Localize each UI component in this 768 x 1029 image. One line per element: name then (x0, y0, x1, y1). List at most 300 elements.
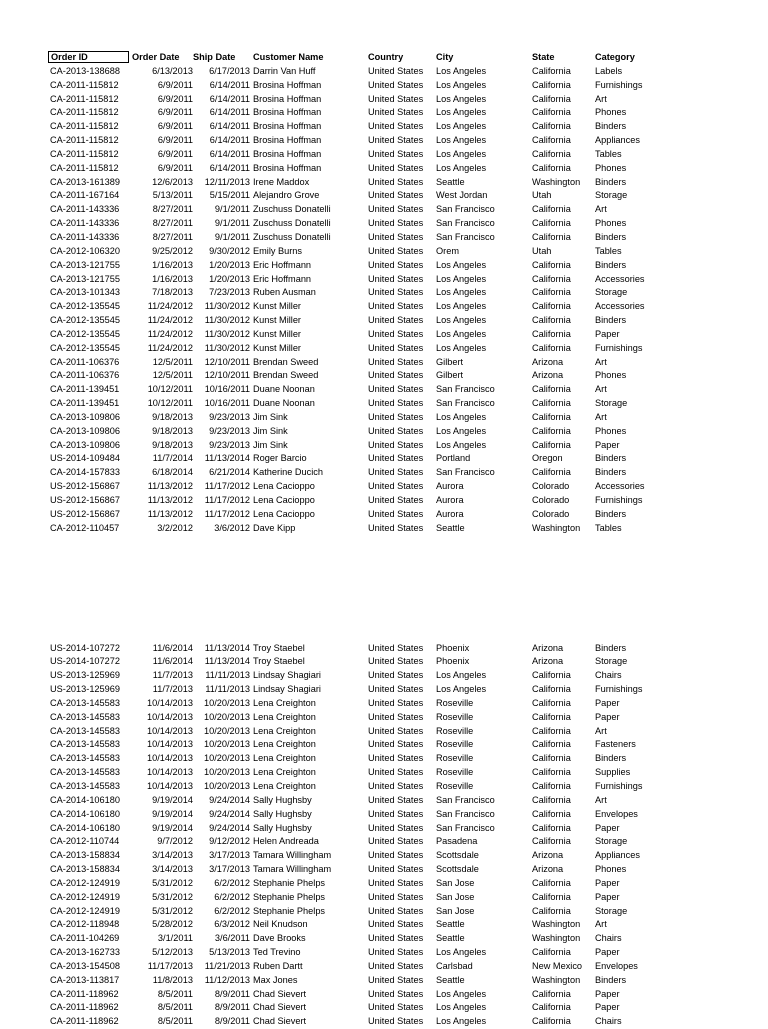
city-cell[interactable]: Los Angeles (436, 107, 487, 118)
category-cell[interactable]: Chairs (595, 670, 622, 681)
customer-name-cell[interactable]: Dave Kipp (253, 522, 296, 533)
category-cell[interactable]: Art (595, 794, 607, 805)
state-cell[interactable]: Washington (532, 522, 581, 533)
ship-date-cell[interactable]: 9/24/2014 (209, 822, 250, 833)
customer-name-cell[interactable]: Troy Staebel (253, 642, 305, 653)
order-id-cell[interactable]: CA-2011-118962 (50, 1016, 119, 1027)
category-cell[interactable]: Paper (595, 822, 620, 833)
order-date-cell[interactable]: 3/2/2012 (157, 522, 193, 533)
country-cell[interactable]: United States (368, 162, 424, 173)
country-cell[interactable]: United States (368, 988, 424, 999)
order-id-cell[interactable]: CA-2013-121755 (50, 259, 120, 270)
city-cell[interactable]: Los Angeles (436, 65, 487, 76)
order-date-cell[interactable]: 5/12/2013 (152, 947, 193, 958)
state-cell[interactable]: Colorado (532, 508, 570, 519)
customer-name-cell[interactable]: Chad Sievert (253, 1002, 307, 1013)
order-date-cell[interactable]: 5/28/2012 (152, 919, 193, 930)
order-id-cell[interactable]: CA-2013-145583 (50, 697, 120, 708)
country-cell[interactable]: United States (368, 642, 424, 653)
city-cell[interactable]: Los Angeles (436, 684, 487, 695)
customer-name-cell[interactable]: Lena Cacioppo (253, 481, 315, 492)
ship-date-cell[interactable]: 11/11/2013 (205, 670, 250, 681)
country-cell[interactable]: United States (368, 93, 424, 104)
country-cell[interactable]: United States (368, 315, 424, 326)
country-cell[interactable]: United States (368, 245, 424, 256)
country-cell[interactable]: United States (368, 259, 424, 270)
country-cell[interactable]: United States (368, 231, 424, 242)
order-id-cell[interactable]: CA-2014-106180 (50, 808, 120, 819)
country-cell[interactable]: United States (368, 739, 424, 750)
city-cell[interactable]: Portland (436, 453, 471, 464)
state-cell[interactable]: California (532, 287, 571, 298)
customer-name-cell[interactable]: Kunst Miller (253, 342, 301, 353)
order-date-cell[interactable]: 8/5/2011 (157, 1002, 193, 1013)
order-date-cell[interactable]: 10/14/2013 (147, 697, 193, 708)
customer-name-cell[interactable]: Zuschuss Donatelli (253, 218, 331, 229)
order-id-cell[interactable]: US-2012-156867 (50, 481, 120, 492)
country-cell[interactable]: United States (368, 891, 424, 902)
order-id-cell[interactable]: CA-2013-162733 (50, 947, 120, 958)
customer-name-cell[interactable]: Stephanie Phelps (253, 905, 326, 916)
ship-date-cell[interactable]: 10/20/2013 (204, 780, 250, 791)
customer-name-cell[interactable]: Brosina Hoffman (253, 148, 322, 159)
country-cell[interactable]: United States (368, 301, 424, 312)
order-id-cell[interactable]: CA-2013-109806 (50, 411, 120, 422)
city-cell[interactable]: Los Angeles (436, 670, 487, 681)
city-cell[interactable]: Los Angeles (436, 1002, 487, 1013)
country-cell[interactable]: United States (368, 808, 424, 819)
ship-date-cell[interactable]: 8/9/2011 (214, 1016, 250, 1027)
state-cell[interactable]: Arizona (532, 642, 564, 653)
order-id-cell[interactable]: CA-2013-109806 (50, 425, 120, 436)
category-cell[interactable]: Paper (595, 697, 620, 708)
order-date-cell[interactable]: 9/19/2014 (152, 808, 193, 819)
country-cell[interactable]: United States (368, 190, 424, 201)
city-cell[interactable]: Los Angeles (436, 947, 487, 958)
state-cell[interactable]: California (532, 93, 571, 104)
order-date-cell[interactable]: 9/19/2014 (152, 794, 193, 805)
city-cell[interactable]: Los Angeles (436, 328, 487, 339)
city-cell[interactable]: San Francisco (436, 231, 495, 242)
order-id-cell[interactable]: CA-2013-121755 (50, 273, 120, 284)
city-cell[interactable]: San Francisco (436, 794, 495, 805)
city-cell[interactable]: Los Angeles (436, 273, 487, 284)
country-cell[interactable]: United States (368, 877, 424, 888)
state-cell[interactable]: California (532, 684, 571, 695)
category-cell[interactable]: Paper (595, 947, 620, 958)
ship-date-cell[interactable]: 1/20/2013 (209, 273, 250, 284)
category-cell[interactable]: Envelopes (595, 960, 638, 971)
order-id-cell[interactable]: CA-2013-145583 (50, 753, 120, 764)
customer-name-cell[interactable]: Dave Brooks (253, 933, 306, 944)
customer-name-cell[interactable]: Lena Creighton (253, 725, 316, 736)
ship-date-cell[interactable]: 6/14/2011 (209, 121, 250, 132)
order-date-cell[interactable]: 8/27/2011 (152, 218, 193, 229)
order-date-cell[interactable]: 9/7/2012 (157, 836, 193, 847)
order-id-cell[interactable]: CA-2013-145583 (50, 780, 120, 791)
order-id-cell[interactable]: CA-2014-157833 (50, 467, 120, 478)
order-id-cell[interactable]: CA-2011-115812 (50, 135, 119, 146)
city-cell[interactable]: Aurora (436, 495, 464, 505)
customer-name-cell[interactable]: Stephanie Phelps (253, 877, 326, 888)
ship-date-cell[interactable]: 9/12/2012 (209, 836, 250, 847)
order-date-cell[interactable]: 11/13/2012 (147, 481, 193, 492)
country-cell[interactable]: United States (368, 467, 424, 478)
country-cell[interactable]: United States (368, 794, 424, 805)
state-cell[interactable]: California (532, 204, 571, 215)
order-date-cell[interactable]: 11/13/2012 (147, 495, 193, 505)
state-cell[interactable]: California (532, 836, 571, 847)
customer-name-cell[interactable]: Jim Sink (253, 425, 288, 436)
category-cell[interactable]: Binders (595, 753, 627, 764)
state-cell[interactable]: California (532, 711, 571, 722)
category-cell[interactable]: Art (595, 725, 607, 736)
customer-name-cell[interactable]: Brosina Hoffman (253, 93, 322, 104)
state-cell[interactable]: California (532, 162, 571, 173)
country-cell[interactable]: United States (368, 919, 424, 930)
category-cell[interactable]: Appliances (595, 850, 640, 861)
state-cell[interactable]: Utah (532, 245, 552, 256)
customer-name-cell[interactable]: Lena Cacioppo (253, 495, 315, 505)
country-cell[interactable]: United States (368, 65, 424, 76)
customer-name-cell[interactable]: Max Jones (253, 974, 298, 985)
customer-name-cell[interactable]: Roger Barcio (253, 453, 307, 464)
city-cell[interactable]: Roseville (436, 711, 474, 722)
category-cell[interactable]: Furnishings (595, 495, 643, 505)
country-cell[interactable]: United States (368, 328, 424, 339)
ship-date-cell[interactable]: 9/23/2013 (209, 411, 250, 422)
order-date-cell[interactable]: 10/12/2011 (147, 398, 193, 409)
city-cell[interactable]: San Jose (436, 905, 475, 916)
ship-date-cell[interactable]: 9/24/2014 (209, 808, 250, 819)
order-date-cell[interactable]: 6/9/2011 (157, 79, 193, 90)
city-cell[interactable]: Los Angeles (436, 135, 487, 146)
order-date-cell[interactable]: 11/6/2014 (152, 656, 193, 667)
state-cell[interactable]: Arizona (532, 370, 564, 381)
order-date-cell[interactable]: 11/13/2012 (147, 508, 193, 519)
country-cell[interactable]: United States (368, 711, 424, 722)
order-date-cell[interactable]: 11/24/2012 (147, 315, 193, 326)
order-id-cell[interactable]: CA-2014-106180 (50, 794, 120, 805)
customer-name-cell[interactable]: Brosina Hoffman (253, 79, 322, 90)
state-cell[interactable]: Colorado (532, 481, 570, 492)
order-id-cell[interactable]: CA-2011-139451 (50, 384, 120, 395)
city-cell[interactable]: Los Angeles (436, 79, 487, 90)
category-cell[interactable]: Paper (595, 439, 620, 450)
order-id-cell[interactable]: CA-2013-101343 (50, 287, 120, 298)
ship-date-cell[interactable]: 6/17/2013 (209, 65, 250, 76)
customer-name-cell[interactable]: Brendan Sweed (253, 370, 319, 381)
customer-name-cell[interactable]: Kunst Miller (253, 328, 301, 339)
customer-name-cell[interactable]: Katherine Ducich (253, 467, 323, 478)
city-cell[interactable]: Gilbert (436, 356, 464, 367)
customer-name-cell[interactable]: Chad Sievert (253, 1016, 307, 1027)
state-cell[interactable]: California (532, 231, 571, 242)
order-date-cell[interactable]: 11/7/2014 (152, 453, 193, 464)
customer-name-cell[interactable]: Duane Noonan (253, 398, 315, 409)
ship-date-cell[interactable]: 5/13/2013 (209, 947, 250, 958)
ship-date-cell[interactable]: 12/10/2011 (204, 370, 250, 381)
state-cell[interactable]: California (532, 767, 571, 778)
city-cell[interactable]: San Francisco (436, 822, 495, 833)
country-cell[interactable]: United States (368, 481, 424, 492)
customer-name-cell[interactable]: Lindsay Shagiari (253, 670, 321, 681)
customer-name-cell[interactable]: Brosina Hoffman (253, 121, 322, 132)
category-cell[interactable]: Binders (595, 453, 627, 464)
state-cell[interactable]: California (532, 794, 571, 805)
customer-name-cell[interactable]: Neil Knudson (253, 919, 308, 930)
category-cell[interactable]: Chairs (595, 1016, 622, 1027)
customer-name-cell[interactable]: Troy Staebel (253, 656, 305, 667)
category-cell[interactable]: Fasteners (595, 739, 636, 750)
order-date-cell[interactable]: 8/5/2011 (157, 1016, 193, 1027)
city-cell[interactable]: Phoenix (436, 656, 470, 667)
category-cell[interactable]: Art (595, 356, 607, 367)
ship-date-cell[interactable]: 3/6/2012 (214, 522, 250, 533)
order-id-cell[interactable]: CA-2013-145583 (50, 739, 120, 750)
country-cell[interactable]: United States (368, 218, 424, 229)
ship-date-cell[interactable]: 6/14/2011 (209, 93, 250, 104)
order-id-cell[interactable]: US-2014-107272 (50, 656, 120, 667)
state-cell[interactable]: California (532, 65, 571, 76)
city-cell[interactable]: Los Angeles (436, 315, 487, 326)
city-cell[interactable]: Carlsbad (436, 960, 473, 971)
order-id-cell[interactable]: CA-2011-167164 (50, 190, 120, 201)
city-cell[interactable]: Los Angeles (436, 121, 487, 132)
order-id-cell[interactable]: CA-2011-115812 (50, 79, 119, 90)
ship-date-cell[interactable]: 11/30/2012 (204, 342, 250, 353)
col-header-order-id[interactable]: Order ID (48, 51, 129, 63)
customer-name-cell[interactable]: Tamara Willingham (253, 864, 332, 875)
category-cell[interactable]: Storage (595, 287, 628, 298)
order-id-cell[interactable]: CA-2013-161389 (50, 176, 120, 187)
category-cell[interactable]: Tables (595, 148, 622, 159)
country-cell[interactable]: United States (368, 495, 424, 505)
order-date-cell[interactable]: 11/24/2012 (147, 342, 193, 353)
category-cell[interactable]: Furnishings (595, 342, 643, 353)
city-cell[interactable]: San Francisco (436, 204, 495, 215)
state-cell[interactable]: California (532, 342, 571, 353)
order-date-cell[interactable]: 8/27/2011 (152, 204, 193, 215)
category-cell[interactable]: Storage (595, 836, 628, 847)
order-id-cell[interactable]: CA-2013-145583 (50, 767, 120, 778)
order-date-cell[interactable]: 12/6/2013 (152, 176, 193, 187)
order-date-cell[interactable]: 6/9/2011 (157, 162, 193, 173)
customer-name-cell[interactable]: Ruben Dartt (253, 960, 303, 971)
order-date-cell[interactable]: 6/9/2011 (157, 121, 193, 132)
order-id-cell[interactable]: CA-2011-115812 (50, 162, 119, 173)
category-cell[interactable]: Storage (595, 656, 628, 667)
customer-name-cell[interactable]: Ted Trevino (253, 947, 301, 958)
ship-date-cell[interactable]: 6/14/2011 (209, 135, 250, 146)
category-cell[interactable]: Storage (595, 905, 628, 916)
city-cell[interactable]: Scottsdale (436, 850, 479, 861)
state-cell[interactable]: California (532, 988, 571, 999)
city-cell[interactable]: San Francisco (436, 808, 495, 819)
city-cell[interactable]: Los Angeles (436, 342, 487, 353)
ship-date-cell[interactable]: 11/17/2012 (204, 495, 250, 505)
ship-date-cell[interactable]: 6/14/2011 (209, 148, 250, 159)
category-cell[interactable]: Binders (595, 259, 627, 270)
customer-name-cell[interactable]: Zuschuss Donatelli (253, 231, 331, 242)
country-cell[interactable]: United States (368, 425, 424, 436)
state-cell[interactable]: Arizona (532, 864, 564, 875)
customer-name-cell[interactable]: Brosina Hoffman (253, 135, 322, 146)
customer-name-cell[interactable]: Lena Creighton (253, 739, 316, 750)
ship-date-cell[interactable]: 10/16/2011 (204, 384, 250, 395)
order-id-cell[interactable]: CA-2012-124919 (50, 905, 120, 916)
country-cell[interactable]: United States (368, 960, 424, 971)
country-cell[interactable]: United States (368, 121, 424, 132)
order-id-cell[interactable]: US-2012-156867 (50, 495, 120, 505)
order-id-cell[interactable]: CA-2013-158834 (50, 850, 120, 861)
category-cell[interactable]: Paper (595, 1002, 620, 1013)
country-cell[interactable]: United States (368, 176, 424, 187)
order-id-cell[interactable]: US-2014-109484 (50, 453, 120, 464)
country-cell[interactable]: United States (368, 684, 424, 695)
ship-date-cell[interactable]: 9/1/2011 (214, 218, 250, 229)
order-id-cell[interactable]: CA-2011-143336 (50, 231, 120, 242)
order-id-cell[interactable]: CA-2011-118962 (50, 1002, 119, 1013)
order-id-cell[interactable]: CA-2012-110457 (50, 522, 120, 533)
city-cell[interactable]: Roseville (436, 753, 474, 764)
order-id-cell[interactable]: US-2013-125969 (50, 670, 120, 681)
ship-date-cell[interactable]: 3/6/2011 (214, 933, 250, 944)
order-date-cell[interactable]: 11/6/2014 (152, 642, 193, 653)
state-cell[interactable]: Arizona (532, 356, 564, 367)
city-cell[interactable]: Los Angeles (436, 162, 487, 173)
country-cell[interactable]: United States (368, 905, 424, 916)
category-cell[interactable]: Paper (595, 877, 620, 888)
order-id-cell[interactable]: CA-2013-109806 (50, 439, 120, 450)
customer-name-cell[interactable]: Kunst Miller (253, 315, 301, 326)
category-cell[interactable]: Paper (595, 711, 620, 722)
order-id-cell[interactable]: CA-2011-118962 (50, 988, 119, 999)
country-cell[interactable]: United States (368, 453, 424, 464)
category-cell[interactable]: Art (595, 93, 607, 104)
ship-date-cell[interactable]: 9/1/2011 (214, 204, 250, 215)
customer-name-cell[interactable]: Darrin Van Huff (253, 65, 316, 76)
state-cell[interactable]: California (532, 398, 571, 409)
category-cell[interactable]: Art (595, 919, 607, 930)
customer-name-cell[interactable]: Stephanie Phelps (253, 891, 326, 902)
state-cell[interactable]: California (532, 753, 571, 764)
category-cell[interactable]: Appliances (595, 135, 640, 146)
order-id-cell[interactable]: CA-2013-158834 (50, 864, 120, 875)
category-cell[interactable]: Phones (595, 162, 627, 173)
order-id-cell[interactable]: CA-2011-115812 (50, 121, 119, 132)
ship-date-cell[interactable]: 11/21/2013 (204, 960, 250, 971)
order-date-cell[interactable]: 11/24/2012 (147, 301, 193, 312)
city-cell[interactable]: Los Angeles (436, 301, 487, 312)
city-cell[interactable]: Seattle (436, 933, 465, 944)
category-cell[interactable]: Phones (595, 425, 627, 436)
order-id-cell[interactable]: CA-2012-118948 (50, 919, 120, 930)
order-date-cell[interactable]: 12/5/2011 (152, 356, 193, 367)
order-date-cell[interactable]: 3/14/2013 (152, 864, 193, 875)
order-id-cell[interactable]: CA-2011-115812 (50, 93, 119, 104)
order-id-cell[interactable]: CA-2013-154508 (50, 960, 120, 971)
state-cell[interactable]: California (532, 467, 571, 478)
state-cell[interactable]: California (532, 135, 571, 146)
order-date-cell[interactable]: 9/18/2013 (152, 439, 193, 450)
order-id-cell[interactable]: CA-2012-135545 (50, 301, 120, 312)
category-cell[interactable]: Binders (595, 231, 627, 242)
order-id-cell[interactable]: CA-2011-115812 (50, 107, 119, 118)
state-cell[interactable]: California (532, 670, 571, 681)
order-id-cell[interactable]: CA-2012-135545 (50, 315, 120, 326)
order-date-cell[interactable]: 6/18/2014 (152, 467, 193, 478)
category-cell[interactable]: Binders (595, 974, 627, 985)
country-cell[interactable]: United States (368, 836, 424, 847)
state-cell[interactable]: California (532, 425, 571, 436)
category-cell[interactable]: Binders (595, 315, 627, 326)
order-id-cell[interactable]: CA-2011-104269 (50, 933, 120, 944)
order-date-cell[interactable]: 7/18/2013 (152, 287, 193, 298)
ship-date-cell[interactable]: 9/1/2011 (214, 231, 250, 242)
category-cell[interactable]: Accessories (595, 301, 645, 312)
ship-date-cell[interactable]: 10/16/2011 (204, 398, 250, 409)
order-id-cell[interactable]: CA-2012-124919 (50, 891, 120, 902)
order-date-cell[interactable]: 12/5/2011 (152, 370, 193, 381)
category-cell[interactable]: Supplies (595, 767, 631, 778)
ship-date-cell[interactable]: 9/23/2013 (209, 439, 250, 450)
order-id-cell[interactable]: CA-2011-139451 (50, 398, 120, 409)
ship-date-cell[interactable]: 10/20/2013 (204, 753, 250, 764)
country-cell[interactable]: United States (368, 822, 424, 833)
order-id-cell[interactable]: US-2012-156867 (50, 508, 120, 519)
customer-name-cell[interactable]: Emily Burns (253, 245, 303, 256)
order-id-cell[interactable]: CA-2013-138688 (50, 65, 120, 76)
state-cell[interactable]: Colorado (532, 495, 570, 505)
category-cell[interactable]: Furnishings (595, 684, 643, 695)
order-date-cell[interactable]: 5/31/2012 (152, 891, 193, 902)
state-cell[interactable]: California (532, 1002, 571, 1013)
category-cell[interactable]: Labels (595, 65, 623, 76)
ship-date-cell[interactable]: 8/9/2011 (214, 988, 250, 999)
order-date-cell[interactable]: 1/16/2013 (152, 259, 193, 270)
state-cell[interactable]: California (532, 947, 571, 958)
category-cell[interactable]: Phones (595, 370, 627, 381)
ship-date-cell[interactable]: 7/23/2013 (209, 287, 250, 298)
state-cell[interactable]: California (532, 1016, 571, 1027)
state-cell[interactable]: California (532, 107, 571, 118)
country-cell[interactable]: United States (368, 947, 424, 958)
ship-date-cell[interactable]: 9/23/2013 (209, 425, 250, 436)
state-cell[interactable]: California (532, 439, 571, 450)
customer-name-cell[interactable]: Duane Noonan (253, 384, 315, 395)
order-date-cell[interactable]: 6/13/2013 (152, 65, 193, 76)
category-cell[interactable]: Art (595, 411, 607, 422)
state-cell[interactable]: California (532, 273, 571, 284)
order-date-cell[interactable]: 6/9/2011 (157, 93, 193, 104)
category-cell[interactable]: Paper (595, 328, 620, 339)
order-date-cell[interactable]: 9/18/2013 (152, 425, 193, 436)
ship-date-cell[interactable]: 10/20/2013 (204, 725, 250, 736)
city-cell[interactable]: Los Angeles (436, 425, 487, 436)
ship-date-cell[interactable]: 11/13/2014 (204, 642, 250, 653)
ship-date-cell[interactable]: 1/20/2013 (209, 259, 250, 270)
city-cell[interactable]: Phoenix (436, 642, 470, 653)
ship-date-cell[interactable]: 12/10/2011 (204, 356, 250, 367)
state-cell[interactable]: California (532, 218, 571, 229)
country-cell[interactable]: United States (368, 522, 424, 533)
state-cell[interactable]: California (532, 822, 571, 833)
category-cell[interactable]: Phones (595, 864, 627, 875)
city-cell[interactable]: Aurora (436, 508, 464, 519)
category-cell[interactable]: Binders (595, 642, 627, 653)
city-cell[interactable]: San Francisco (436, 218, 495, 229)
